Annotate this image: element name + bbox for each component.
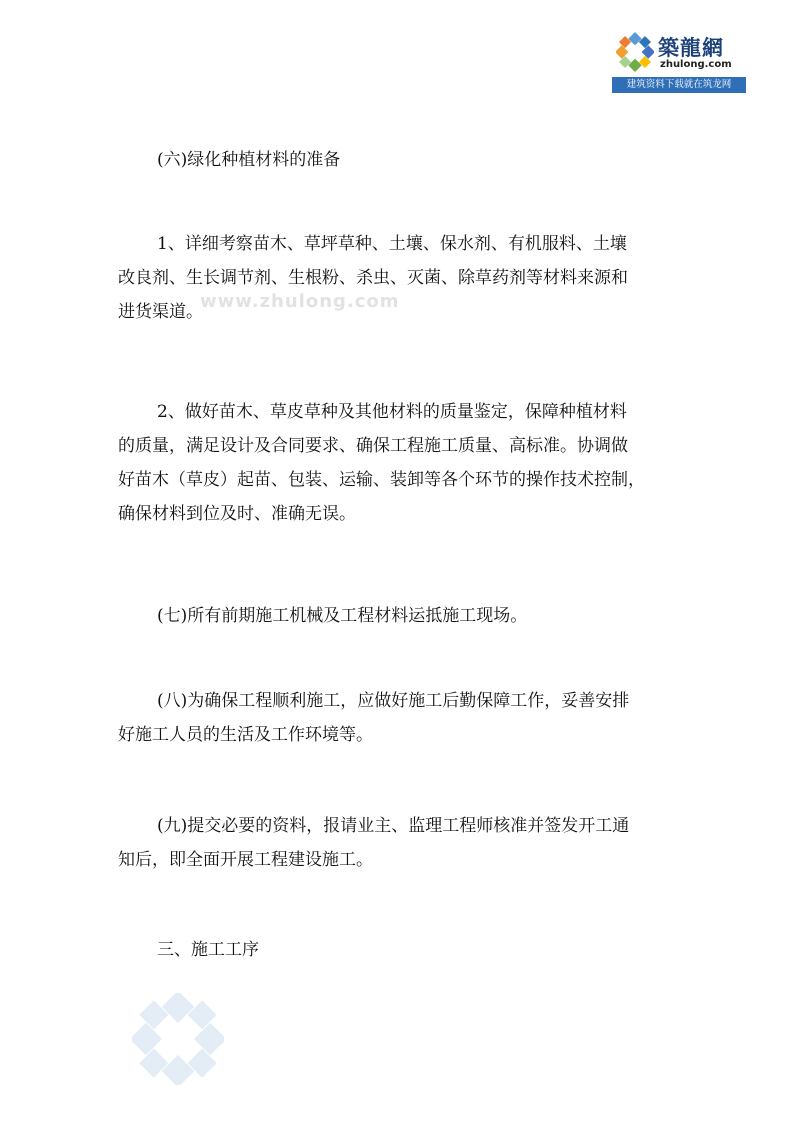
section-heading-six [118, 143, 678, 177]
logo-slogan: 建筑资料下载就在筑龙网 [612, 77, 746, 93]
text-line: 改良剂、生长调节剂、生根粉、杀虫、灭菌、除草药剂等材料来源和 [118, 268, 628, 288]
text-line: (七)所有前期施工机械及工程材料运抵施工现场。 [157, 606, 528, 626]
zhulong-logo[interactable] [612, 30, 746, 94]
text-line: (八)为确保工程顺利施工，应做好施工后勤保障工作，妥善安排 [157, 691, 630, 711]
text-line: 确保材料到位及时、准确无误。 [118, 504, 356, 524]
text-line: 好苗木（草皮）起苗、包装、运输、装卸等各个环节的操作技术控制， [118, 470, 645, 490]
watermark-text: www.zhulong.com [200, 291, 400, 312]
text-line: 2、做好苗木、草皮草种及其他材料的质量鉴定，保障种植材料 [157, 402, 627, 422]
text-line: (六)绿化种植材料的准备 [157, 150, 341, 170]
section-heading-seven [118, 599, 678, 633]
text-line: 好施工人员的生活及工作环境等。 [118, 725, 373, 745]
logo-header [612, 30, 746, 76]
logo-domain: zhulong.com [660, 59, 732, 70]
paragraph-item-1 [118, 227, 678, 329]
paragraph-item-2 [118, 395, 678, 531]
logo-name: 築龍網 [658, 35, 724, 60]
text-line: 知后，即全面开展工程建设施工。 [118, 850, 373, 870]
text-line: 的质量，满足设计及合同要求、确保工程施工质量、高标准。协调做 [118, 436, 628, 456]
zhulong-flower-icon [616, 32, 654, 72]
text-line: (九)提交必要的资料，报请业主、监理工程师核准并签发开工通 [157, 816, 630, 836]
text-line: 三、施工工序 [157, 940, 259, 960]
section-heading-nine [118, 809, 678, 877]
chapter-heading-three [118, 933, 678, 967]
text-line: 进货渠道。 [118, 302, 203, 322]
section-heading-eight [118, 684, 678, 752]
text-line: 1、详细考察苗木、草坪草种、土壤、保水剂、有机服料、土壤 [157, 234, 627, 254]
zhulong-watermark-icon [132, 993, 224, 1085]
